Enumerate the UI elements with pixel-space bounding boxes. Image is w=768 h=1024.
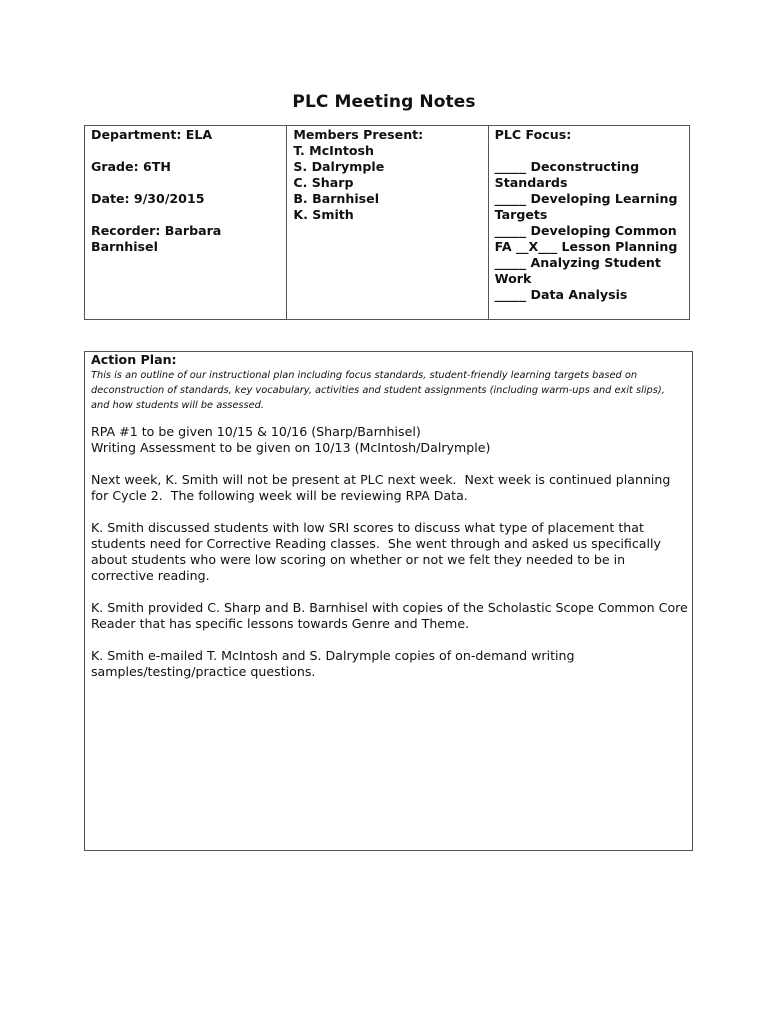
focus-line: Work (494, 271, 532, 286)
action-plan-notes (91, 424, 686, 680)
focus-line: FA __X___ Lesson Planning (494, 239, 678, 254)
action-plan-description (91, 368, 686, 413)
focus-line: Targets (494, 207, 548, 222)
note-line: about students who were low scoring on whether or not we felt they needed to be in (91, 552, 626, 567)
description-line: This is an outline of our instructional plan including focus standards, student-friendly learning targets based on (91, 370, 638, 381)
note-line: Next week, K. Smith will not be present at PLC next week. Next week is continued planning (91, 472, 671, 487)
note-line: for Cycle 2. The following week will be reviewing RPA Data. (91, 488, 468, 503)
note-paragraph (91, 424, 686, 456)
member-name: T. McIntosh (293, 143, 374, 158)
member-name: K. Smith (293, 207, 354, 222)
members-present-cell (286, 126, 487, 319)
member-name: S. Dalrymple (293, 159, 385, 174)
page-title: PLC Meeting Notes (292, 92, 476, 112)
date-field: Date: 9/30/2015 (91, 191, 205, 206)
note-line: corrective reading. (91, 568, 210, 583)
note-line: samples/testing/practice questions. (91, 664, 316, 679)
note-paragraph (91, 472, 686, 504)
focus-line: _____ Deconstructing (494, 159, 640, 174)
plc-focus-cell (488, 126, 689, 319)
note-paragraph (91, 648, 686, 680)
focus-line: _____ Developing Learning (494, 191, 678, 206)
focus-line: _____ Analyzing Student (494, 255, 661, 270)
recorder-field: Recorder: Barbara (91, 223, 222, 238)
focus-line: _____ Data Analysis (494, 287, 628, 302)
note-line: K. Smith e-mailed T. McIntosh and S. Dalrymple copies of on-demand writing (91, 648, 575, 663)
meeting-details-cell (85, 126, 286, 319)
note-line: students need for Corrective Reading classes. She went through and asked us specifically (91, 536, 661, 551)
note-paragraph (91, 520, 686, 584)
focus-line: _____ Developing Common (494, 223, 677, 238)
action-plan-box (84, 351, 693, 851)
note-line: Reader that has specific lessons towards Genre and Theme. (91, 616, 470, 631)
recorder-field-continued: Barnhisel (91, 239, 158, 254)
note-paragraph (91, 600, 686, 632)
members-heading: Members Present: (293, 127, 424, 142)
description-line: and how students will be assessed. (91, 400, 265, 411)
description-line: deconstruction of standards, key vocabulary, activities and student assignments (including warm-ups and exit slips), (91, 385, 665, 396)
grade-field: Grade: 6TH (91, 159, 171, 174)
member-name: B. Barnhisel (293, 191, 380, 206)
member-name: C. Sharp (293, 175, 354, 190)
note-line: K. Smith provided C. Sharp and B. Barnhisel with copies of the Scholastic Scope Common Core (91, 600, 688, 615)
note-line: RPA #1 to be given 10/15 & 10/16 (Sharp/Barnhisel) (91, 424, 421, 439)
department-field: Department: ELA (91, 127, 213, 142)
meeting-info-table (84, 125, 690, 320)
focus-line: Standards (494, 175, 568, 190)
action-plan-heading: Action Plan: (91, 352, 177, 367)
note-line: Writing Assessment to be given on 10/13 (McIntosh/Dalrymple) (91, 440, 491, 455)
focus-heading: PLC Focus: (494, 127, 572, 142)
note-line: K. Smith discussed students with low SRI scores to discuss what type of placement that (91, 520, 644, 535)
